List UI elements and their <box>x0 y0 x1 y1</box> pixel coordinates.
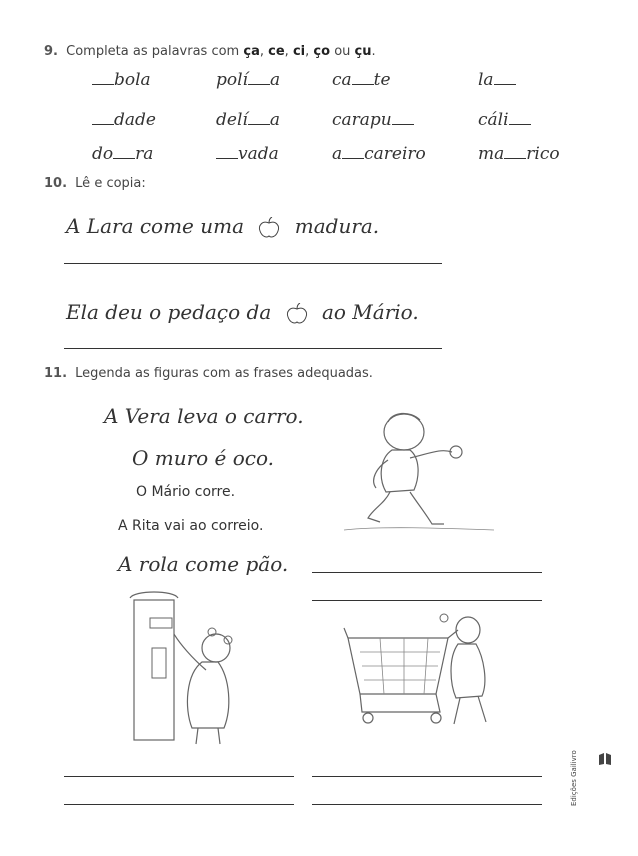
blank-line[interactable] <box>216 157 238 159</box>
mailbox-girl-picture <box>120 588 250 752</box>
word-end: ra <box>135 144 154 164</box>
question-number: 9. <box>44 44 58 59</box>
caption-option: O muro é oco. <box>132 446 275 470</box>
question-9-instruction <box>44 44 376 59</box>
sentence-1 <box>66 214 379 239</box>
word-start: do <box>92 144 114 164</box>
fill-in-word <box>478 70 516 90</box>
word-start: la <box>478 70 494 90</box>
sentence-2 <box>66 300 419 325</box>
caption-option: A rola come pão. <box>118 552 289 576</box>
fill-in-word <box>332 144 426 164</box>
option-ca: ça <box>243 44 260 59</box>
answer-line[interactable] <box>312 776 542 777</box>
option-ce: ce <box>268 44 285 59</box>
answer-line[interactable] <box>312 572 542 573</box>
word-start: ca <box>332 70 352 90</box>
sentence-2-part-b: ao Mário. <box>321 300 419 324</box>
period: . <box>371 44 376 59</box>
fill-in-word <box>92 70 151 90</box>
blank-line[interactable] <box>509 123 531 125</box>
question-number: 11. <box>44 366 68 381</box>
sep: , <box>305 44 310 59</box>
blank-line[interactable] <box>248 123 270 125</box>
word-end: rico <box>526 144 560 164</box>
blank-line[interactable] <box>92 83 114 85</box>
instruction-text: Legenda as figuras com as frases adequadas. <box>75 366 373 381</box>
apple-icon <box>284 303 310 325</box>
fill-in-word <box>92 144 153 164</box>
caption-option: O Mário corre. <box>136 484 236 500</box>
book-icon <box>598 752 612 766</box>
blank-line[interactable] <box>504 157 526 159</box>
word-end: a <box>269 110 280 130</box>
option-cu: çu <box>354 44 372 59</box>
fill-in-word <box>216 110 280 130</box>
word-start: a <box>332 144 343 164</box>
or-text: ou <box>334 44 351 59</box>
caption-option: A Rita vai ao correio. <box>118 518 264 534</box>
sentence-1-part-a: A Lara come uma <box>66 214 245 238</box>
word-end: careiro <box>364 144 426 164</box>
fill-in-word <box>332 70 391 90</box>
apple-icon <box>256 217 282 239</box>
sentence-2-part-a: Ela deu o pedaço da <box>66 300 272 324</box>
fill-in-word <box>216 144 279 164</box>
answer-line[interactable] <box>312 804 542 805</box>
answer-line[interactable] <box>64 804 294 805</box>
question-10-instruction <box>44 176 146 191</box>
blank-line[interactable] <box>342 157 364 159</box>
answer-line[interactable] <box>64 263 442 264</box>
question-11-instruction <box>44 366 373 381</box>
fill-in-word <box>92 110 156 130</box>
word-start: polí <box>216 70 248 90</box>
fill-in-word <box>478 110 531 130</box>
blank-line[interactable] <box>113 157 135 159</box>
instruction-text: Lê e copia: <box>75 176 146 191</box>
option-ci: ci <box>292 44 306 59</box>
blank-line[interactable] <box>392 123 414 125</box>
sep: , <box>284 44 289 59</box>
answer-line[interactable] <box>312 600 542 601</box>
answer-line[interactable] <box>64 348 442 349</box>
caption-option: A Vera leva o carro. <box>104 404 304 428</box>
blank-line[interactable] <box>248 83 270 85</box>
word-start: delí <box>216 110 248 130</box>
word-end: dade <box>114 110 156 130</box>
question-number: 10. <box>44 176 68 191</box>
word-end: bola <box>114 70 151 90</box>
sep: , <box>259 44 264 59</box>
blank-line[interactable] <box>494 83 516 85</box>
word-end: te <box>373 70 391 90</box>
word-end: a <box>270 70 281 90</box>
shopping-cart-girl-picture <box>340 608 500 742</box>
blank-line[interactable] <box>352 83 374 85</box>
publisher-logo <box>570 750 616 822</box>
answer-line[interactable] <box>64 776 294 777</box>
blank-line[interactable] <box>92 123 114 125</box>
word-end: vada <box>238 144 279 164</box>
running-boy-picture <box>340 408 500 538</box>
word-start: ma <box>478 144 505 164</box>
option-co: ço <box>313 44 331 59</box>
instruction-text: Completa as palavras com <box>66 44 240 59</box>
word-start: cáli <box>478 110 509 130</box>
fill-in-word <box>216 70 280 90</box>
word-start: carapu <box>332 110 392 130</box>
fill-in-word <box>332 110 414 130</box>
publisher-name: Edições Gailivro <box>570 750 578 806</box>
fill-in-word <box>478 144 560 164</box>
sentence-1-part-b: madura. <box>294 214 380 238</box>
